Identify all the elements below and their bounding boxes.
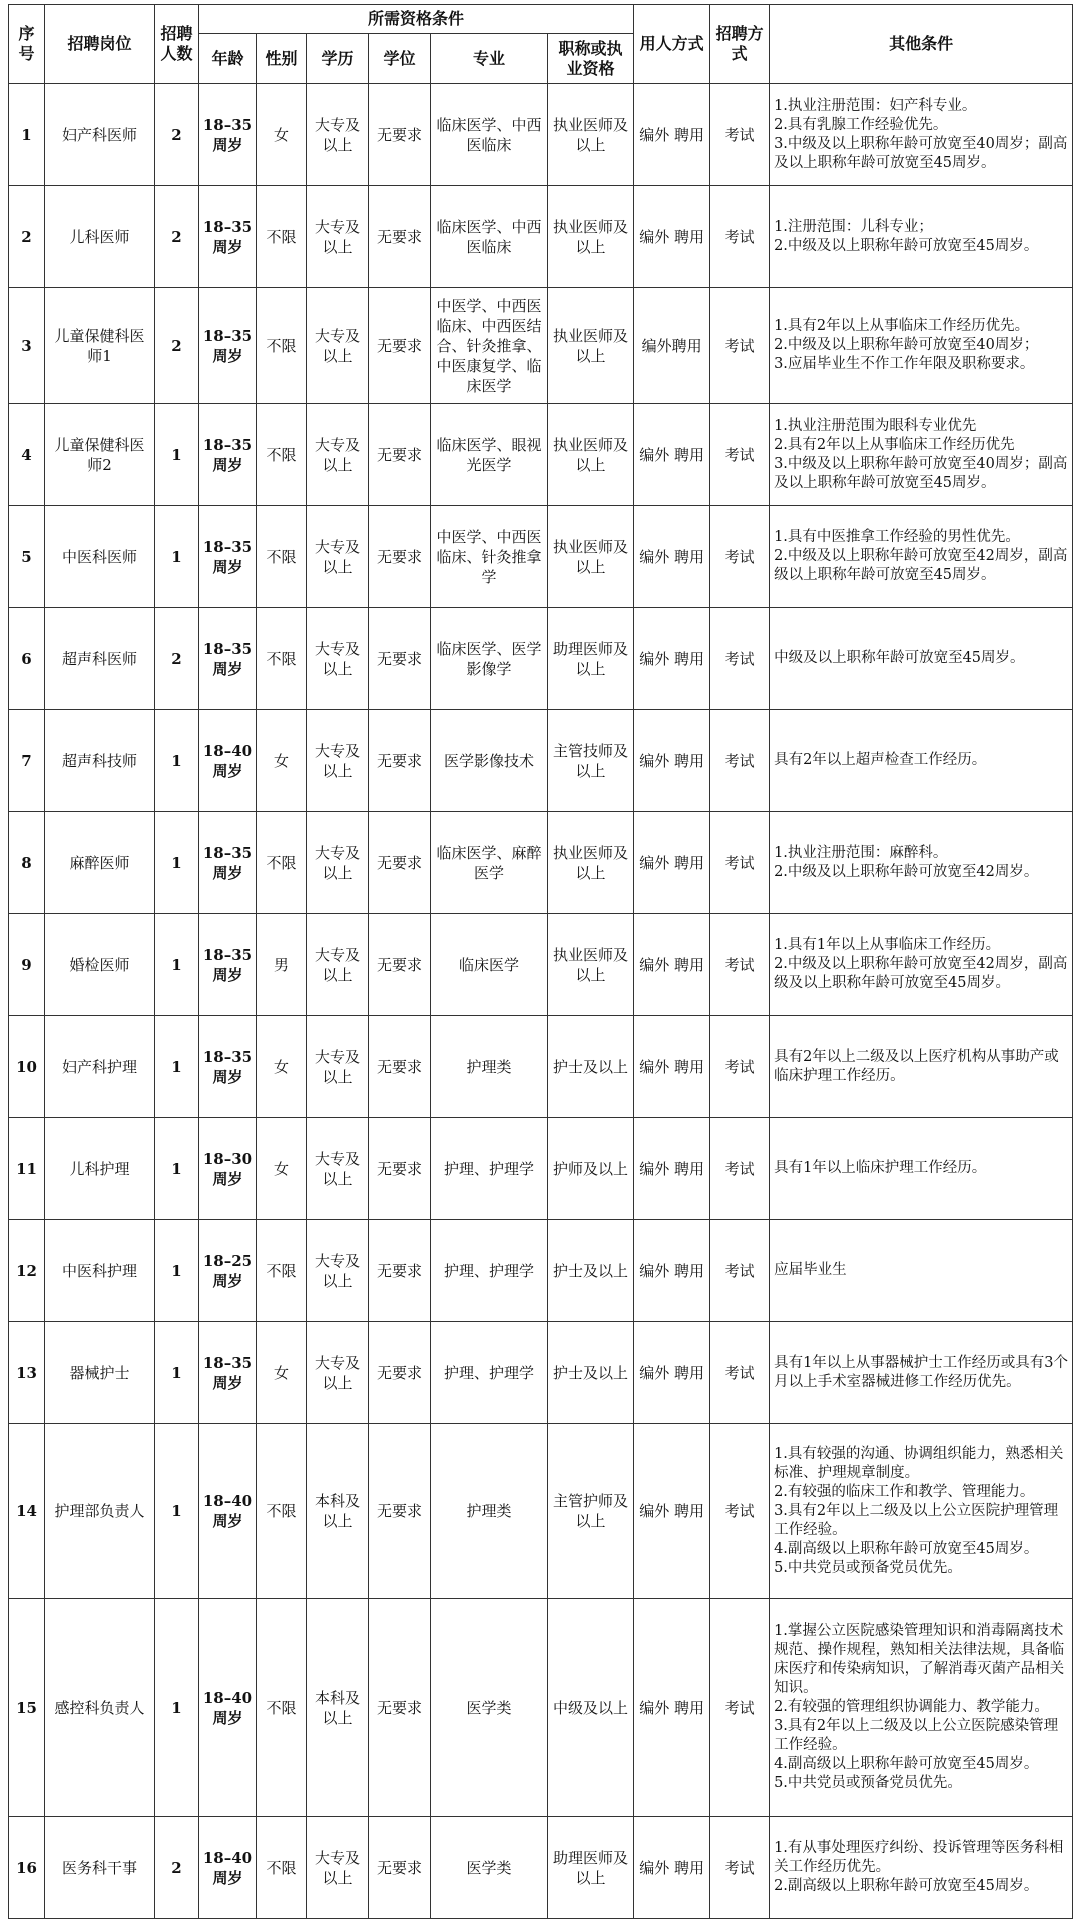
cell-method: 考试 — [710, 914, 770, 1016]
cell-employment: 编外 聘用 — [634, 812, 710, 914]
other-condition-line: 1.有从事处理医疗纠纷、投诉管理等医务科相关工作经历优先。 — [774, 1840, 1064, 1875]
cell-major: 临床医学 — [431, 914, 548, 1016]
cell-gender: 不限 — [257, 1220, 307, 1322]
cell-index: 12 — [9, 1220, 45, 1322]
other-condition-line: 3.具有2年以上二级及以上公立医院感染管理工作经验。 — [774, 1718, 1059, 1753]
cell-position: 儿科医师 — [45, 186, 155, 288]
cell-count: 1 — [155, 710, 199, 812]
table-row — [9, 710, 1073, 812]
table-row — [9, 1016, 1073, 1118]
cell-position: 儿科护理 — [45, 1118, 155, 1220]
cell-education: 大专及以上 — [307, 84, 369, 186]
cell-degree: 无要求 — [369, 710, 431, 812]
cell-education: 大专及以上 — [307, 1016, 369, 1118]
other-condition-line: 2.中级及以上职称年龄可放宽至42周岁。 — [774, 863, 1039, 880]
cell-title-cert: 执业医师及以上 — [548, 288, 634, 404]
recruitment-table-container — [8, 4, 1072, 1919]
cell-gender: 不限 — [257, 506, 307, 608]
cell-index: 16 — [9, 1817, 45, 1919]
cell-count: 2 — [155, 84, 199, 186]
cell-employment: 编外 聘用 — [634, 404, 710, 506]
cell-degree: 无要求 — [369, 84, 431, 186]
other-condition-line: 1.具有较强的沟通、协调组织能力，熟悉相关标准、护理规章制度。 — [774, 1445, 1064, 1481]
cell-method: 考试 — [710, 812, 770, 914]
cell-age: 18–35周岁 — [199, 608, 257, 710]
cell-position: 麻醉医师 — [45, 812, 155, 914]
cell-title-cert: 执业医师及以上 — [548, 186, 634, 288]
other-condition-line: 3.具有2年以上二级及以上公立医院护理管理工作经验。 — [774, 1502, 1059, 1538]
cell-gender: 男 — [257, 914, 307, 1016]
cell-title-cert: 中级及以上 — [548, 1599, 634, 1817]
other-condition-line: 1.具有中医推拿工作经验的男性优先。 — [774, 529, 1020, 545]
table-row — [9, 608, 1073, 710]
cell-index: 7 — [9, 710, 45, 812]
table-row — [9, 404, 1073, 506]
cell-count: 2 — [155, 186, 199, 288]
other-condition-line: 2.中级及以上职称年龄可放宽至42周岁，副高级以上职称年龄可放宽至45周岁。 — [774, 548, 1068, 583]
cell-index: 11 — [9, 1118, 45, 1220]
cell-other-conditions — [770, 1322, 1073, 1424]
cell-major: 护理类 — [431, 1016, 548, 1118]
cell-other-conditions — [770, 84, 1073, 186]
cell-position: 中医科护理 — [45, 1220, 155, 1322]
other-condition-line: 具有1年以上从事器械护士工作经历或具有3个月以上手术室器械进修工作经历优先。 — [774, 1354, 1069, 1390]
cell-education: 大专及以上 — [307, 186, 369, 288]
other-condition-line: 4.副高级以上职称年龄可放宽至45周岁。 — [774, 1540, 1039, 1557]
cell-degree: 无要求 — [369, 1424, 431, 1599]
cell-age: 18–40周岁 — [199, 1424, 257, 1599]
cell-age: 18–35周岁 — [199, 812, 257, 914]
cell-employment: 编外 聘用 — [634, 186, 710, 288]
cell-employment: 编外 聘用 — [634, 1118, 710, 1220]
cell-employment: 编外聘用 — [634, 288, 710, 404]
cell-gender: 女 — [257, 710, 307, 812]
other-condition-line: 2.有较强的管理组织协调能力、教学能力。 — [774, 1699, 1049, 1715]
cell-gender: 不限 — [257, 186, 307, 288]
cell-title-cert: 执业医师及以上 — [548, 812, 634, 914]
cell-employment: 编外 聘用 — [634, 1016, 710, 1118]
cell-degree: 无要求 — [369, 1118, 431, 1220]
cell-count: 1 — [155, 506, 199, 608]
cell-employment: 编外 聘用 — [634, 1424, 710, 1599]
cell-index: 5 — [9, 506, 45, 608]
cell-gender: 不限 — [257, 1817, 307, 1919]
cell-count: 2 — [155, 288, 199, 404]
cell-other-conditions — [770, 710, 1073, 812]
cell-position: 感控科负责人 — [45, 1599, 155, 1817]
cell-major: 医学类 — [431, 1599, 548, 1817]
cell-title-cert: 主管护师及以上 — [548, 1424, 634, 1599]
cell-employment: 编外 聘用 — [634, 914, 710, 1016]
cell-position: 超声科技师 — [45, 710, 155, 812]
cell-major: 临床医学、麻醉医学 — [431, 812, 548, 914]
cell-employment: 编外 聘用 — [634, 1322, 710, 1424]
cell-method: 考试 — [710, 1220, 770, 1322]
other-condition-line: 具有2年以上超声检查工作经历。 — [774, 752, 987, 768]
cell-title-cert: 助理医师及以上 — [548, 1817, 634, 1919]
cell-major: 临床医学、中西医临床 — [431, 84, 548, 186]
cell-gender: 不限 — [257, 812, 307, 914]
cell-education: 大专及以上 — [307, 1817, 369, 1919]
other-condition-line: 1.执业注册范围：妇产科专业。 — [774, 97, 977, 114]
cell-method: 考试 — [710, 1599, 770, 1817]
cell-other-conditions — [770, 1424, 1073, 1599]
cell-major: 护理类 — [431, 1424, 548, 1599]
cell-degree: 无要求 — [369, 404, 431, 506]
cell-other-conditions — [770, 812, 1073, 914]
cell-degree: 无要求 — [369, 608, 431, 710]
table-row — [9, 812, 1073, 914]
cell-other-conditions — [770, 288, 1073, 404]
cell-gender: 不限 — [257, 1599, 307, 1817]
cell-method: 考试 — [710, 1817, 770, 1919]
other-condition-line: 1.具有2年以上从事临床工作经历优先。 — [774, 318, 1030, 334]
cell-employment: 编外 聘用 — [634, 710, 710, 812]
other-condition-line: 5.中共党员或预备党员优先。 — [774, 1559, 962, 1576]
other-condition-line: 3.应届毕业生不作工作年限及职称要求。 — [774, 356, 1035, 372]
header-index: 序号 — [9, 5, 45, 84]
cell-index: 14 — [9, 1424, 45, 1599]
cell-title-cert: 执业医师及以上 — [548, 84, 634, 186]
cell-education: 大专及以上 — [307, 914, 369, 1016]
other-condition-line: 具有2年以上二级及以上医疗机构从事助产或临床护理工作经历。 — [774, 1048, 1059, 1084]
cell-age: 18–30周岁 — [199, 1118, 257, 1220]
cell-count: 1 — [155, 914, 199, 1016]
header-position: 招聘岗位 — [45, 5, 155, 84]
cell-gender: 不限 — [257, 608, 307, 710]
cell-position: 器械护士 — [45, 1322, 155, 1424]
cell-gender: 女 — [257, 1322, 307, 1424]
cell-method: 考试 — [710, 1118, 770, 1220]
cell-position: 中医科医师 — [45, 506, 155, 608]
cell-degree: 无要求 — [369, 812, 431, 914]
other-condition-line: 3.中级及以上职称年龄可放宽至40周岁；副高及以上职称年龄可放宽至45周岁。 — [774, 135, 1068, 171]
cell-index: 1 — [9, 84, 45, 186]
cell-major: 护理、护理学 — [431, 1220, 548, 1322]
cell-degree: 无要求 — [369, 1016, 431, 1118]
other-condition-line: 2.具有2年以上从事临床工作经历优先 — [774, 436, 1015, 453]
cell-other-conditions — [770, 1118, 1073, 1220]
cell-major: 医学影像技术 — [431, 710, 548, 812]
cell-degree: 无要求 — [369, 1322, 431, 1424]
cell-count: 1 — [155, 1220, 199, 1322]
table-row — [9, 1322, 1073, 1424]
header-method: 招聘方式 — [710, 5, 770, 84]
cell-method: 考试 — [710, 404, 770, 506]
cell-major: 医学类 — [431, 1817, 548, 1919]
cell-other-conditions — [770, 608, 1073, 710]
cell-education: 大专及以上 — [307, 1118, 369, 1220]
cell-education: 大专及以上 — [307, 812, 369, 914]
header-other: 其他条件 — [770, 5, 1073, 84]
cell-index: 4 — [9, 404, 45, 506]
cell-degree: 无要求 — [369, 1817, 431, 1919]
cell-index: 15 — [9, 1599, 45, 1817]
cell-position: 妇产科护理 — [45, 1016, 155, 1118]
other-condition-line: 应届毕业生 — [774, 1262, 847, 1278]
cell-degree: 无要求 — [369, 1220, 431, 1322]
cell-employment: 编外 聘用 — [634, 1599, 710, 1817]
other-condition-line: 2.具有乳腺工作经验优先。 — [774, 116, 948, 133]
table-row — [9, 1118, 1073, 1220]
table-row — [9, 914, 1073, 1016]
cell-employment: 编外 聘用 — [634, 506, 710, 608]
header-education: 学历 — [307, 34, 369, 84]
cell-other-conditions — [770, 186, 1073, 288]
other-condition-line: 5.中共党员或预备党员优先。 — [774, 1775, 962, 1791]
cell-degree: 无要求 — [369, 186, 431, 288]
other-condition-line: 4.副高级以上职称年龄可放宽至45周岁。 — [774, 1756, 1039, 1772]
cell-title-cert: 护士及以上 — [548, 1220, 634, 1322]
cell-age: 18–35周岁 — [199, 1016, 257, 1118]
cell-age: 18–40周岁 — [199, 710, 257, 812]
cell-gender: 女 — [257, 1016, 307, 1118]
cell-gender: 不限 — [257, 1424, 307, 1599]
cell-age: 18–40周岁 — [199, 1817, 257, 1919]
cell-employment: 编外 聘用 — [634, 1817, 710, 1919]
cell-title-cert: 护士及以上 — [548, 1322, 634, 1424]
header-title-cert: 职称或执业资格 — [548, 34, 634, 84]
cell-method: 考试 — [710, 710, 770, 812]
cell-method: 考试 — [710, 186, 770, 288]
cell-education: 大专及以上 — [307, 1220, 369, 1322]
table-header — [9, 5, 1073, 84]
cell-count: 2 — [155, 1817, 199, 1919]
cell-education: 大专及以上 — [307, 608, 369, 710]
cell-major: 临床医学、医学影像学 — [431, 608, 548, 710]
cell-position: 医务科干事 — [45, 1817, 155, 1919]
header-employment: 用人方式 — [634, 5, 710, 84]
cell-count: 1 — [155, 404, 199, 506]
cell-count: 2 — [155, 608, 199, 710]
cell-age: 18–25周岁 — [199, 1220, 257, 1322]
table-row — [9, 1220, 1073, 1322]
table-row — [9, 84, 1073, 186]
cell-title-cert: 执业医师及以上 — [548, 506, 634, 608]
cell-position: 儿童保健科医师2 — [45, 404, 155, 506]
cell-other-conditions — [770, 1817, 1073, 1919]
cell-major: 中医学、中西医临床、中西医结合、针灸推拿、中医康复学、临床医学 — [431, 288, 548, 404]
cell-education: 大专及以上 — [307, 710, 369, 812]
cell-education: 本科及以上 — [307, 1424, 369, 1599]
cell-major: 护理、护理学 — [431, 1118, 548, 1220]
cell-degree: 无要求 — [369, 914, 431, 1016]
cell-age: 18–35周岁 — [199, 506, 257, 608]
cell-count: 1 — [155, 1424, 199, 1599]
cell-other-conditions — [770, 404, 1073, 506]
cell-count: 1 — [155, 812, 199, 914]
recruitment-table — [8, 4, 1073, 1919]
cell-major: 中医学、中西医临床、针灸推拿学 — [431, 506, 548, 608]
cell-method: 考试 — [710, 1016, 770, 1118]
cell-index: 8 — [9, 812, 45, 914]
cell-other-conditions — [770, 914, 1073, 1016]
cell-other-conditions — [770, 1016, 1073, 1118]
other-condition-line: 具有1年以上临床护理工作经历。 — [774, 1160, 987, 1176]
header-age: 年龄 — [199, 34, 257, 84]
cell-age: 18–35周岁 — [199, 186, 257, 288]
other-condition-line: 1.注册范围：儿科专业； — [774, 218, 933, 235]
cell-employment: 编外 聘用 — [634, 84, 710, 186]
cell-method: 考试 — [710, 1322, 770, 1424]
header-count: 招聘人数 — [155, 5, 199, 84]
cell-title-cert: 执业医师及以上 — [548, 404, 634, 506]
header-major: 专业 — [431, 34, 548, 84]
other-condition-line: 2.副高级以上职称年龄可放宽至45周岁。 — [774, 1878, 1039, 1894]
other-condition-line: 1.具有1年以上从事临床工作经历。 — [774, 937, 1001, 953]
cell-age: 18–35周岁 — [199, 84, 257, 186]
cell-title-cert: 护士及以上 — [548, 1016, 634, 1118]
cell-index: 2 — [9, 186, 45, 288]
other-condition-line: 2.有较强的临床工作和教学、管理能力。 — [774, 1483, 1035, 1500]
table-row — [9, 1424, 1073, 1599]
cell-position: 超声科医师 — [45, 608, 155, 710]
other-condition-line: 中级及以上职称年龄可放宽至45周岁。 — [774, 650, 1025, 666]
cell-employment: 编外 聘用 — [634, 1220, 710, 1322]
cell-index: 3 — [9, 288, 45, 404]
cell-index: 6 — [9, 608, 45, 710]
cell-position: 护理部负责人 — [45, 1424, 155, 1599]
cell-degree: 无要求 — [369, 288, 431, 404]
table-body — [9, 84, 1073, 1919]
other-condition-line: 2.中级及以上职称年龄可放宽至45周岁。 — [774, 237, 1039, 254]
cell-degree: 无要求 — [369, 1599, 431, 1817]
cell-age: 18–40周岁 — [199, 1599, 257, 1817]
cell-index: 9 — [9, 914, 45, 1016]
cell-method: 考试 — [710, 506, 770, 608]
cell-degree: 无要求 — [369, 506, 431, 608]
cell-position: 妇产科医师 — [45, 84, 155, 186]
cell-age: 18–35周岁 — [199, 404, 257, 506]
cell-count: 1 — [155, 1016, 199, 1118]
table-row — [9, 1817, 1073, 1919]
cell-index: 10 — [9, 1016, 45, 1118]
other-condition-line: 3.中级及以上职称年龄可放宽至40周岁；副高及以上职称年龄可放宽至45周岁。 — [774, 455, 1068, 491]
cell-title-cert: 执业医师及以上 — [548, 914, 634, 1016]
header-degree: 学位 — [369, 34, 431, 84]
other-condition-line: 1.执业注册范围：麻醉科。 — [774, 844, 948, 861]
cell-count: 1 — [155, 1322, 199, 1424]
cell-major: 临床医学、眼视光医学 — [431, 404, 548, 506]
table-row — [9, 1599, 1073, 1817]
other-condition-line: 1.掌握公立医院感染管理知识和消毒隔离技术规范、操作规程，熟知相关法律法规，具备临床医疗和传染病知识，了解消毒灭菌产品相关知识。 — [774, 1623, 1065, 1696]
cell-method: 考试 — [710, 84, 770, 186]
cell-gender: 女 — [257, 84, 307, 186]
cell-gender: 不限 — [257, 404, 307, 506]
cell-method: 考试 — [710, 608, 770, 710]
other-condition-line: 2.中级及以上职称年龄可放宽至40周岁； — [774, 337, 1039, 353]
cell-position: 儿童保健科医师1 — [45, 288, 155, 404]
cell-title-cert: 助理医师及以上 — [548, 608, 634, 710]
cell-count: 1 — [155, 1599, 199, 1817]
cell-education: 大专及以上 — [307, 404, 369, 506]
cell-education: 本科及以上 — [307, 1599, 369, 1817]
cell-gender: 女 — [257, 1118, 307, 1220]
header-qualifications-group: 所需资格条件 — [199, 5, 634, 34]
cell-education: 大专及以上 — [307, 1322, 369, 1424]
cell-age: 18–35周岁 — [199, 914, 257, 1016]
header-gender: 性别 — [257, 34, 307, 84]
cell-gender: 不限 — [257, 288, 307, 404]
cell-other-conditions — [770, 1599, 1073, 1817]
cell-method: 考试 — [710, 1424, 770, 1599]
cell-age: 18–35周岁 — [199, 288, 257, 404]
cell-education: 大专及以上 — [307, 506, 369, 608]
other-condition-line: 2.中级及以上职称年龄可放宽至42周岁，副高级及以上职称年龄可放宽至45周岁。 — [774, 956, 1068, 991]
table-row — [9, 506, 1073, 608]
cell-other-conditions — [770, 1220, 1073, 1322]
cell-position: 婚检医师 — [45, 914, 155, 1016]
table-row — [9, 288, 1073, 404]
cell-method: 考试 — [710, 288, 770, 404]
table-row — [9, 186, 1073, 288]
cell-other-conditions — [770, 506, 1073, 608]
cell-education: 大专及以上 — [307, 288, 369, 404]
cell-major: 护理、护理学 — [431, 1322, 548, 1424]
cell-index: 13 — [9, 1322, 45, 1424]
cell-age: 18–35周岁 — [199, 1322, 257, 1424]
cell-title-cert: 护师及以上 — [548, 1118, 634, 1220]
cell-count: 1 — [155, 1118, 199, 1220]
other-condition-line: 1.执业注册范围为眼科专业优先 — [774, 417, 977, 434]
cell-major: 临床医学、中西医临床 — [431, 186, 548, 288]
cell-employment: 编外 聘用 — [634, 608, 710, 710]
cell-title-cert: 主管技师及以上 — [548, 710, 634, 812]
